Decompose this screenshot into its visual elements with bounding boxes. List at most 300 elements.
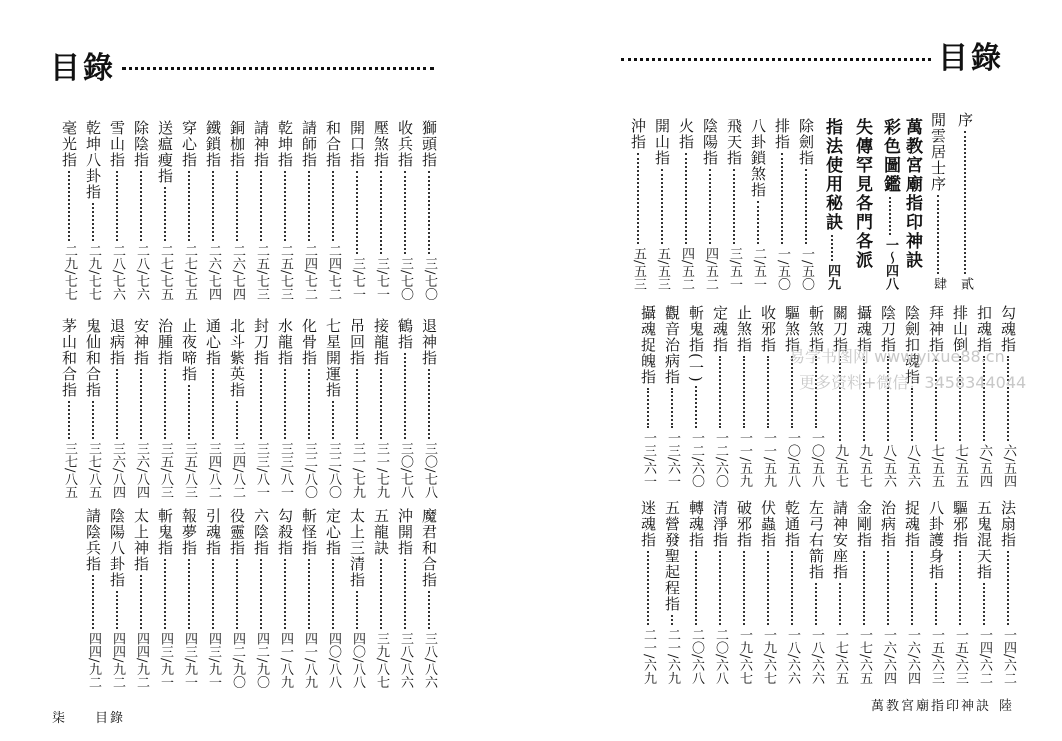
toc-entry [396, 120, 414, 300]
toc-leader-dots [911, 551, 913, 625]
toc-entry-label: 太上神指 [132, 508, 150, 572]
toc-entry-page: 三/七〇 [398, 256, 413, 300]
toc-entry [999, 305, 1017, 487]
toc-leader-dots [709, 169, 711, 244]
toc-entry [372, 120, 390, 300]
toc-entry [396, 508, 414, 688]
toc-entry [156, 318, 174, 498]
toc-entry [903, 500, 921, 684]
toc-leader-dots [332, 559, 334, 629]
toc-entry [687, 500, 705, 684]
toc-entry-page: 九/五七 [857, 443, 872, 487]
toc-entry [783, 305, 801, 487]
toc-entry-page: 四二/九〇 [230, 631, 245, 688]
toc-entry-page: 五/五三 [655, 246, 670, 290]
toc-entry-label: 五營發聖起程指 [663, 500, 681, 612]
toc-leader-dots [356, 369, 358, 439]
toc-leader-dots [839, 356, 841, 441]
toc-leader-dots [695, 551, 697, 625]
toc-entry [420, 508, 438, 688]
toc-entry-label: 五鬼混天指 [975, 500, 993, 580]
toc-entry [372, 508, 390, 688]
toc-leader-dots [188, 171, 190, 241]
toc-entry-page: 一二/六〇 [713, 430, 728, 487]
toc-entry-label: 拜神指 [927, 305, 945, 353]
toc-entry-page: 二〇/六八 [689, 627, 704, 684]
footer-book-title: 萬教宮廟指印神訣 [871, 699, 992, 714]
toc-entry-page: 三/七一 [374, 256, 389, 300]
toc-entry-label: 北斗紫英指 [228, 318, 246, 398]
toc-entry-page: 一四/六二 [1001, 627, 1016, 684]
toc-leader-dots [671, 388, 673, 428]
toc-entry-page: 七/五五 [929, 443, 944, 487]
toc-entry-label: 驅邪指 [951, 500, 969, 548]
toc-entry-label: 役靈指 [228, 508, 246, 556]
toc-leader-dots [637, 153, 639, 244]
toc-entry-page: 一六/六四 [881, 627, 896, 684]
toc-entry-label: 迷魂指 [639, 500, 657, 548]
toc-entry-page: 二四/七二 [302, 243, 317, 300]
toc-leader-dots [839, 583, 841, 625]
toc-entry-page: 七/五五 [953, 443, 968, 487]
toc-entry-label: 魔君和合指 [420, 508, 438, 588]
right-page [531, 0, 1062, 741]
toc-entry-label: 勾魂指 [999, 305, 1017, 353]
toc-entry [855, 305, 873, 487]
toc-entry-page: 二六/七四 [206, 243, 221, 300]
toc-entry [324, 120, 342, 300]
toc-entry-label: 左弓右箭指 [807, 500, 825, 580]
toc-entry-page: 二七/七五 [158, 243, 173, 300]
toc-leader-dots [661, 169, 663, 244]
toc-entry [372, 318, 390, 498]
toc-leader-dots [404, 353, 406, 439]
toc-entry-page: 三四/八二 [230, 441, 245, 498]
toc-leader-dots [212, 559, 214, 629]
toc-entry-page: 四/五二 [679, 246, 694, 290]
toc-entry-label: 觀音治病指 [663, 305, 681, 385]
toc-entry [951, 500, 969, 684]
toc-entry [927, 305, 945, 487]
toc-entry [629, 118, 647, 290]
toc-leader-dots [212, 171, 214, 241]
toc-entry [783, 500, 801, 684]
toc-entry-label: 收邪指 [759, 305, 777, 353]
toc-leader-dots [805, 169, 807, 244]
toc-leader-dots [116, 171, 118, 241]
toc-entry-page: 二/五一 [751, 246, 766, 290]
toc-entry [929, 112, 947, 290]
toc-leader-dots [308, 171, 310, 241]
toc-entry-label: 開口指 [348, 120, 366, 168]
toc-leader-dots [937, 195, 939, 274]
toc-leader-dots [332, 401, 334, 439]
toc-entry-page: 四九 [825, 264, 840, 290]
toc-entry-label: 陰刀指 [879, 305, 897, 353]
toc-entry [252, 120, 270, 300]
toc-entry [687, 305, 705, 487]
toc-entry [735, 305, 753, 487]
toc-entry-label: 彩色圖鑑 [880, 118, 900, 194]
toc-entry-label: 捉魂指 [903, 500, 921, 548]
toc-leader-dots [685, 153, 687, 244]
toc-leader-dots [236, 171, 238, 241]
toc-entry-label: 穿心指 [180, 120, 198, 168]
watermark-line-1: 易学书图网 www.yixue88.cn [789, 347, 1005, 366]
toc-entry-label: 乾坤指 [276, 120, 294, 168]
toc-leader-dots [260, 369, 262, 439]
toc-entry-label: 鐵鎖指 [204, 120, 222, 168]
toc-leader-dots [935, 356, 937, 441]
toc-entry [60, 318, 78, 498]
toc-entry-label: 通心指 [204, 318, 222, 366]
toc-leader-dots [116, 591, 118, 629]
toc-entry-label: 毫光指 [60, 120, 78, 168]
toc-leader-dots [647, 551, 649, 625]
toc-entry-page: 一七/六五 [857, 627, 872, 684]
toc-entry-page: 九/五七 [833, 443, 848, 487]
toc-entry [999, 500, 1017, 684]
toc-entry-label: 閒雲居士序 [929, 112, 947, 192]
toc-entry-page: 二九/七七 [62, 243, 77, 300]
toc-entry-page: 三七/八五 [62, 441, 77, 498]
toc-entry-page: 四一/八九 [278, 631, 293, 688]
toc-entry-page: 一七/六五 [833, 627, 848, 684]
toc-entry-label: 銅枷指 [228, 120, 246, 168]
toc-entry-page: 四三/九一 [182, 631, 197, 688]
toc-entry [348, 508, 366, 688]
toc-entry-page: 四三/九一 [206, 631, 221, 688]
toc-entry [855, 500, 873, 684]
toc-leader-dots [236, 559, 238, 629]
toc-leader-dots [757, 201, 759, 244]
toc-leader-dots [380, 559, 382, 629]
toc-leader-dots [911, 388, 913, 441]
toc-leader-dots [719, 551, 721, 625]
toc-entry-page: 四二/九〇 [254, 631, 269, 688]
toc-leader-dots [1007, 551, 1009, 625]
toc-entry-label: 陰陽八卦指 [108, 508, 126, 588]
toc-entry [639, 500, 657, 684]
toc-entry [420, 120, 438, 300]
toc-entry [663, 305, 681, 487]
toc-entry-label: 請神安座指 [831, 500, 849, 580]
toc-entry-label: 茅山和合指 [60, 318, 78, 398]
toc-entry-label: 破邪指 [735, 500, 753, 548]
toc-entry-label: 止煞指 [735, 305, 753, 353]
toc-entry-label: 驅煞指 [783, 305, 801, 353]
toc-leader-dots [68, 171, 70, 241]
toc-entry [132, 318, 150, 498]
toc-entry-page: 四四/九二 [110, 631, 125, 688]
toc-entry [276, 318, 294, 498]
watermark-line-2: 更多资料+微信：3458344044 [799, 373, 1027, 392]
toc-entry-label: 定魂指 [711, 305, 729, 353]
toc-entry-label: 請師指 [300, 120, 318, 168]
toc-leader-dots [68, 401, 70, 439]
toc-entry-page: 一五/六三 [953, 627, 968, 684]
toc-entry [831, 500, 849, 684]
toc-leader-dots [236, 401, 238, 439]
toc-leader-dots [428, 369, 430, 439]
toc-entry-page: 三四/八二 [206, 441, 221, 498]
toc-entry-label: 攝魂捉魄指 [639, 305, 657, 385]
toc-entry [663, 500, 681, 684]
toc-leader-dots [308, 559, 310, 629]
toc-entry [108, 508, 126, 688]
toc-leader-dots [404, 171, 406, 254]
toc-entry [84, 508, 102, 688]
toc-entry-page: 二六/七四 [230, 243, 245, 300]
toc-leader-dots [356, 171, 358, 254]
toc-entry-label: 斬怪指 [300, 508, 318, 556]
toc-leader-dots [164, 559, 166, 629]
toc-entry [735, 500, 753, 684]
toc-entry [711, 305, 729, 487]
toc-entry-page: 二八/七六 [134, 243, 149, 300]
toc-entry-page: 三/七一 [350, 256, 365, 300]
toc-leader-dots [983, 583, 985, 625]
toc-entry-label: 沖開指 [396, 508, 414, 556]
toc-entry-label: 請神指 [252, 120, 270, 168]
toc-leader-dots [140, 575, 142, 629]
toc-leader-dots [188, 559, 190, 629]
toc-entry-label: 封刀指 [252, 318, 270, 366]
toc-leader-dots [332, 171, 334, 241]
toc-entry [180, 508, 198, 688]
toc-entry [749, 118, 767, 290]
toc-entry-page: 四〇/八八 [350, 631, 365, 688]
page-title: 目錄 [938, 41, 1004, 76]
toc-entry-page: 一五/六三 [929, 627, 944, 684]
toc-entry-page: 八/五六 [881, 443, 896, 487]
toc-entry-page: 肆 [931, 277, 946, 290]
toc-entry-page: 一八/六六 [785, 627, 800, 684]
toc-entry [276, 508, 294, 688]
toc-entry-label: 斬鬼指(一) [687, 305, 705, 383]
toc-entry [228, 508, 246, 688]
toc-entry-page: 一〇/五八 [809, 430, 824, 487]
toc-leader-dots [733, 169, 735, 244]
toc-leader-dots [92, 203, 94, 241]
toc-entry-page: 三七/八五 [86, 441, 101, 498]
toc-entry-page: 三三/八一 [278, 441, 293, 498]
toc-entry [180, 120, 198, 300]
toc-leader-dots [164, 187, 166, 241]
toc-entry-label: 安神指 [132, 318, 150, 366]
toc-entry [903, 305, 921, 487]
toc-leader-dots [889, 197, 891, 235]
toc-entry [60, 120, 78, 300]
toc-entry [324, 508, 342, 688]
toc-entry [823, 118, 841, 290]
toc-entry-page: 四四/九二 [134, 631, 149, 688]
toc-entry [396, 318, 414, 498]
toc-entry-label: 引魂指 [204, 508, 222, 556]
toc-leader-dots [983, 356, 985, 441]
toc-entry-page: 三/七〇 [422, 256, 437, 300]
toc-entry-label: 定心指 [324, 508, 342, 556]
toc-entry-label: 五龍訣 [372, 508, 390, 556]
toc-entry [252, 508, 270, 688]
toc-entry-label: 轉魂指 [687, 500, 705, 548]
toc-entry-label: 鶴指 [396, 318, 414, 350]
toc-entry-label: 扣魂指 [975, 305, 993, 353]
toc-entry-label: 序 [956, 112, 974, 128]
toc-entry-page: 一三/六一 [641, 430, 656, 487]
toc-entry-page: 三〇/七八 [398, 441, 413, 498]
toc-entry [879, 305, 897, 487]
toc-entry-page: 六/五四 [1001, 443, 1016, 487]
toc-entry [300, 120, 318, 300]
toc-entry-page: 一/五〇 [799, 246, 814, 290]
toc-entry-page: 一/五〇 [775, 246, 790, 290]
toc-entry [956, 112, 974, 290]
toc-entry [156, 120, 174, 300]
toc-entry-label: 陰劍扣魂指 [903, 305, 921, 385]
toc-entry [759, 500, 777, 684]
toc-entry [108, 318, 126, 498]
toc-entry-label: 七星開運指 [324, 318, 342, 398]
toc-leader-dots [260, 171, 262, 241]
toc-leader-dots [647, 388, 649, 428]
toc-entry-page: 八/五六 [905, 443, 920, 487]
toc-leader-dots [140, 369, 142, 439]
toc-entry-page: 一二/六〇 [689, 430, 704, 487]
toc-entry-page: 二五/七三 [254, 243, 269, 300]
toc-entry-page: 二一/六九 [665, 627, 680, 684]
toc-leader-dots [92, 401, 94, 439]
toc-entry-page: 四四/九二 [86, 631, 101, 688]
toc-entry-page: 一六/六四 [905, 627, 920, 684]
toc-entry [701, 118, 719, 290]
toc-leader-dots [671, 615, 673, 625]
toc-leader-dots [116, 369, 118, 439]
toc-leader-dots [743, 356, 745, 428]
toc-entry-label: 清淨指 [711, 500, 729, 548]
toc-leader-dots [380, 171, 382, 254]
toc-entry-page: 一一/五九 [761, 430, 776, 487]
toc-entry [903, 118, 921, 290]
toc-entry-label: 治病指 [879, 500, 897, 548]
footer-page-number: 柒 [52, 711, 68, 726]
toc-entry-page: 二〇/六八 [713, 627, 728, 684]
toc-entry-label: 和合指 [324, 120, 342, 168]
toc-entry-label: 退神指 [420, 318, 438, 366]
toc-leader-dots [887, 356, 889, 441]
toc-entry [975, 305, 993, 487]
toc-entry-label: 乾通指 [783, 500, 801, 548]
footer-page-number: 陸 [999, 699, 1015, 714]
toc-entry-label: 法扇指 [999, 500, 1017, 548]
toc-entry-label: 斬煞指 [807, 305, 825, 353]
toc-leader-dots [140, 171, 142, 241]
toc-entry [881, 118, 899, 290]
toc-entry-label: 乾坤八卦指 [84, 120, 102, 200]
toc-entry-label: 接龍指 [372, 318, 390, 366]
toc-entry-label: 勾殺指 [276, 508, 294, 556]
toc-entry-label: 斬鬼指 [156, 508, 174, 556]
toc-entry-page: 四/五二 [703, 246, 718, 290]
toc-entry-page: 三三/八一 [254, 441, 269, 498]
toc-entry [324, 318, 342, 498]
toc-entry [759, 305, 777, 487]
toc-leader-dots [964, 131, 966, 274]
toc-entry [132, 508, 150, 688]
toc-entry-page: 一四/六二 [977, 627, 992, 684]
toc-entry-label: 金剛指 [855, 500, 873, 548]
toc-entry-label: 請陰兵指 [84, 508, 102, 572]
toc-entry [180, 318, 198, 498]
toc-leader-dots [284, 559, 286, 629]
toc-entry [797, 118, 815, 290]
toc-entry-label: 飛天指 [725, 118, 743, 166]
toc-entry [348, 120, 366, 300]
toc-leader-dots [212, 369, 214, 439]
toc-entry [639, 305, 657, 487]
toc-entry-label: 八卦鎖煞指 [749, 118, 767, 198]
toc-entry-page: 二九/七七 [86, 243, 101, 300]
toc-entry [951, 305, 969, 487]
toc-entry-label: 太上三清指 [348, 508, 366, 588]
toc-entry-label: 萬教宮廟指印神訣 [902, 118, 922, 270]
toc-entry [228, 120, 246, 300]
toc-entry [84, 120, 102, 300]
toc-entry [132, 120, 150, 300]
toc-entry-label: 治腫指 [156, 318, 174, 366]
toc-leader-dots [815, 583, 817, 625]
toc-entry [276, 120, 294, 300]
toc-entry-label: 陰陽指 [701, 118, 719, 166]
toc-entry [807, 305, 825, 487]
toc-entry-page: 一八/六六 [809, 627, 824, 684]
toc-entry-label: 指法使用秘訣 [822, 118, 842, 232]
toc-entry [84, 318, 102, 498]
toc-leader-dots [260, 559, 262, 629]
toc-leader-dots [428, 171, 430, 254]
toc-entry-label: 除陰指 [132, 120, 150, 168]
toc-entry-page: 三六/八四 [110, 441, 125, 498]
toc-entry-page: 三二/八〇 [326, 441, 341, 498]
toc-entry-label: 除劍指 [797, 118, 815, 166]
toc-entry-label: 壓煞指 [372, 120, 390, 168]
toc-entry-label: 八卦護身指 [927, 500, 945, 580]
toc-entry-label: 排指 [773, 118, 791, 150]
toc-leader-dots [887, 551, 889, 625]
toc-leader-dots [356, 591, 358, 629]
toc-leader-dots [781, 153, 783, 244]
toc-entry [711, 500, 729, 684]
toc-entry [831, 305, 849, 487]
footer-label: 目錄 [95, 711, 126, 726]
toc-entry-label: 水龍指 [276, 318, 294, 366]
toc-leader-dots [831, 235, 833, 261]
toc-entry [252, 318, 270, 498]
toc-entry-label: 沖指 [629, 118, 647, 150]
toc-entry-page: 二四/七二 [326, 243, 341, 300]
title-rule [122, 67, 434, 70]
toc-entry-page: 貳 [958, 277, 973, 290]
toc-entry [420, 318, 438, 498]
toc-entry-label: 開山指 [653, 118, 671, 166]
toc-entry-label: 退病指 [108, 318, 126, 366]
toc-entry [300, 508, 318, 688]
toc-entry-page: 一九/六七 [737, 627, 752, 684]
toc-entry-page: 三〇/七八 [422, 441, 437, 498]
toc-entry [853, 118, 871, 290]
toc-entry [204, 318, 222, 498]
toc-entry [807, 500, 825, 684]
